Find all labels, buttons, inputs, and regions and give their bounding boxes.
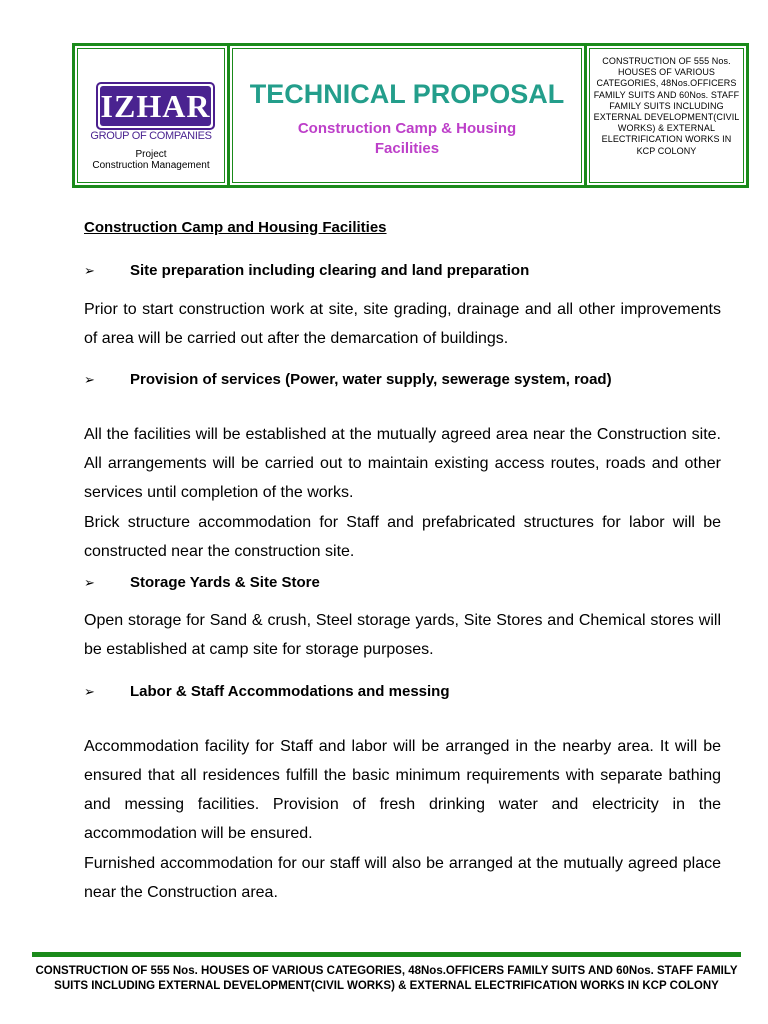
arrow-bullet-icon: ➢ xyxy=(84,576,95,591)
footer-divider xyxy=(32,952,741,957)
logo-caption-line1: Project xyxy=(135,149,167,160)
logo-tagline: GROUP OF COMPANIES xyxy=(90,130,212,142)
page-footer: CONSTRUCTION OF 555 Nos. HOUSES OF VARIOUS CATEGORIES, 48Nos.OFFICERS FAMILY SUITS AND 60Nos. STAFF FAMILY SUITS INCLUDING EXTERNAL DEVELOPMENT(CIVIL WORKS) & EXTERNAL ELECTRIFICATION WORKS IN KCP COLONY xyxy=(35,965,738,992)
paragraph: Prior to start construction work at site, site grading, drainage and all other improvements of area will be carried out after the demarcation of buildings. xyxy=(84,301,721,347)
paragraph: Brick structure accommodation for Staff and prefabricated structures for labor will be constructed near the construction site. xyxy=(84,514,721,560)
title-cell xyxy=(228,43,586,188)
arrow-bullet-icon: ➢ xyxy=(84,264,95,279)
paragraph: Open storage for Sand & crush, Steel storage yards, Site Stores and Chemical stores will be established at camp site for storage purposes. xyxy=(84,612,721,658)
paragraph: Accommodation facility for Staff and labor will be arranged in the nearby area. It will be ensured that all residences fulfill the basic minimum requirements with separate bathing and messing facilities. Provision of fresh drinking water and electricity in the accommodation will be ensured. xyxy=(84,738,721,842)
page-header xyxy=(72,43,749,188)
bullet-heading-site-preparation: ➢ Site preparation including clearing and land preparation xyxy=(84,262,530,279)
logo-cell xyxy=(72,43,230,188)
project-description: CONSTRUCTION OF 555 Nos. HOUSES OF VARIOUS CATEGORIES, 48Nos.OFFICERS FAMILY SUITS AND 60Nos. STAFF FAMILY SUITS INCLUDING EXTERNAL DEVELOPMENT(CIVIL WORKS) & EXTERNAL ELECTRIFICATION WORKS IN KCP COLONY xyxy=(593,56,740,156)
project-cell xyxy=(584,43,749,188)
section-title: Construction Camp and Housing Facilities xyxy=(84,219,387,236)
paragraph: Furnished accommodation for our staff will also be arranged at the mutually agreed place near the Construction area. xyxy=(84,855,721,901)
company-logo xyxy=(96,82,215,130)
logo-caption xyxy=(75,149,227,171)
bullet-heading-provision-of-services: ➢ Provision of services (Power, water supply, sewerage system, road) xyxy=(84,371,612,388)
document-subtitle: Construction Camp & Housing Facilities xyxy=(297,120,517,157)
arrow-bullet-icon: ➢ xyxy=(84,373,95,388)
bullet-heading-storage-yards: ➢ Storage Yards & Site Store xyxy=(84,574,320,591)
paragraph: All the facilities will be established at the mutually agreed area near the Construction site. All arrangements will be carried out to maintain existing access routes, roads and other services until completion of the works. xyxy=(84,426,721,501)
document-title: TECHNICAL PROPOSAL xyxy=(249,79,565,109)
bullet-heading-labor-staff-accommodations: ➢ Labor & Staff Accommodations and messing xyxy=(84,683,450,700)
logo-name: IZHAR xyxy=(100,88,211,124)
arrow-bullet-icon: ➢ xyxy=(84,685,95,700)
logo-caption-line2: Construction Management xyxy=(92,160,210,171)
